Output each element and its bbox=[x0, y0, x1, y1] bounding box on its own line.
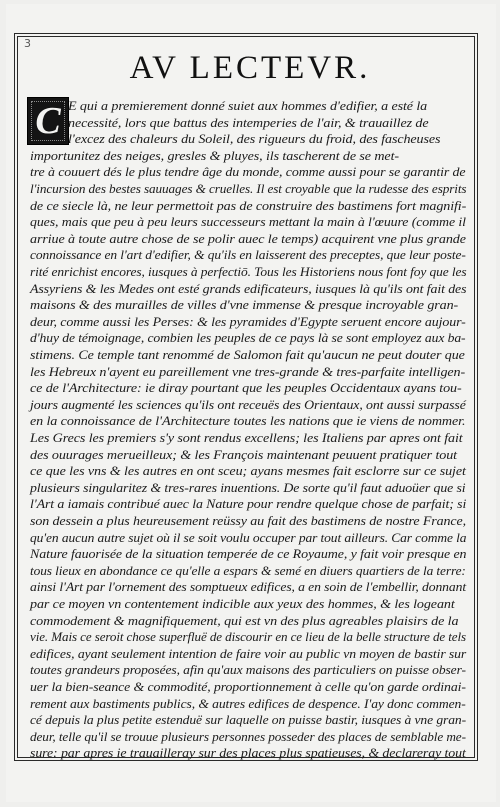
text-line: l'Art a iamais contribué auec la Nature pour rendre quelque chose de parfait; si bbox=[30, 497, 467, 512]
text-line: tre à couuert dés le plus tendre âge du monde, comme aussi pour se garantir de bbox=[30, 165, 466, 180]
page-number: 3 bbox=[24, 37, 31, 50]
text-line: Assyriens & les Medes ont esté grands edificateurs, iusques là qu'ils ont fait des bbox=[30, 281, 467, 296]
text-line: rité enrichist encores, iusques à perfectiō. Tous les Historiens nous font foy que les bbox=[30, 265, 467, 279]
text-line: ques, mais que peu à peu leurs successeurs mettant la main à l'œuure (comme il bbox=[30, 215, 466, 230]
text-line: toutes grandeurs proposées, afin qu'aux maisons des particuliers on puisse obser- bbox=[30, 663, 466, 678]
text-line: vie. Mais ce seroit chose superfluë de discourir en ce lieu de la belle structure de tels bbox=[30, 630, 466, 645]
page-title: AV LECTEVR. bbox=[129, 50, 371, 86]
text-line: cé depuis la plus petite estenduë sur laquelle on puisse bastir, iusques à vne gran- bbox=[30, 713, 466, 728]
text-line: ce que les vns & les autres en ont sceu; ayans mesmes fait esclorre sur ce sujet bbox=[30, 464, 466, 479]
text-line: necessité, lors que battus des intemperies de l'air, & trauaillez de bbox=[68, 115, 429, 130]
text-line: son dessein a plus heureusement reüssy au fait des bastimens de nostre France, bbox=[30, 514, 466, 528]
text-line: ainsi l'Art par l'ornement des somptueux edifices, a en soin de l'embellir, donnant bbox=[30, 580, 467, 595]
text-line: Les Grecs les premiers s'y sont rendus excellens; les Italiens par apres ont fait bbox=[30, 431, 463, 445]
text-line: importunitez des neiges, gresles & pluyes, ils tascherent de se met- bbox=[30, 148, 399, 163]
text-line: les Hebreux n'ayent eu pareillement vne tres-grande & tres-parfaite intelligen- bbox=[30, 364, 466, 379]
text-line: des ouurages merueilleux; & les François maintenant peuuent pratiquer tout bbox=[30, 447, 457, 462]
text-line: deur, comme aussi les Perses: & les pyramides d'Egypte seruent encore aujour- bbox=[30, 314, 466, 329]
text-line: edifices, ayant seulement intention de faire voir au public vn moyen de bastir sur bbox=[30, 646, 467, 661]
text-line: uer la bien-seance & commodité, proportionnement à celle qu'on garde ordinai- bbox=[30, 680, 466, 694]
decorated-initial-letter bbox=[27, 97, 69, 145]
text-line: sure: par apres ie trauailleray sur des places plus spatieuses, & declareray tout bbox=[30, 746, 466, 761]
text-line: connoissance en l'art d'edifier, & qu'ils en laisserent des preceptes, que leur poste- bbox=[30, 248, 466, 263]
text-line: qu'en aucun autre sujet où il se soit voulu occuper par tout ailleurs. Car comme la bbox=[30, 530, 467, 545]
text-line: par ce moyen vn contentement indicible aux yeux des hommes, & les logeant bbox=[30, 597, 455, 611]
text-line: l'excez des chaleurs du Soleil, des rigueurs du froid, des fascheuses bbox=[68, 132, 441, 147]
text-line: deur, telle qu'il se trouue plusieurs personnes posseder des places de semblable me- bbox=[30, 729, 466, 744]
text-line: E qui a premierement donné suiet aux hommes d'edifier, a esté la bbox=[68, 99, 428, 113]
initial-letter: C bbox=[35, 100, 61, 142]
text-line: commodement & magnifiquement, qui est vn des plus agreables plaisirs de la bbox=[30, 613, 459, 628]
text-line: d'huy de témoignage, combien les peuples de ce pays là se sont employez aux ba- bbox=[30, 331, 466, 346]
text-line: stimens. Ce temple tant renommé de Salomon fait qu'aucun ne peut douter que bbox=[30, 348, 465, 362]
text-line: de ce siecle là, ne leur permettoit pas de construire des bastimens fort magnifi- bbox=[30, 198, 467, 213]
text-line: rement aux bastiments publics, & autres edifices de despence. I'ay donc commen- bbox=[30, 696, 466, 711]
text-line: arriue à toute autre chose de se polir auec le temps) acquirent vne plus grande bbox=[30, 231, 466, 246]
text-line: en la connoissance de l'Architecture toutes les nations que ie viens de nommer. bbox=[30, 414, 466, 429]
text-line: Nature fauorisée de la situation temperée de ce Royaume, y fait voir presque en bbox=[30, 547, 467, 562]
text-line: plusieurs singularitez & tres-rares inuentions. De sorte qu'il faut aduoüer que si bbox=[30, 480, 466, 495]
text-line: maisons & des murailles de villes d'vne immense & presque incroyable gran- bbox=[30, 298, 459, 313]
text-line: jours augmenté les sciences qu'ils ont receuës des Orientaux, ont aussi surpassé bbox=[30, 397, 466, 412]
text-line: l'incursion des bestes sauuages & cruelles. Il est croyable que la rudesse des esprits bbox=[30, 182, 467, 196]
text-line: tous lieux en abondance ce qu'elle a espars & semé en diuers quartiers de la terre: bbox=[30, 563, 466, 578]
text-line: ce de l'Architecture: ie diray pourtant que les peuples Occidentaux ayans tou- bbox=[30, 381, 462, 396]
